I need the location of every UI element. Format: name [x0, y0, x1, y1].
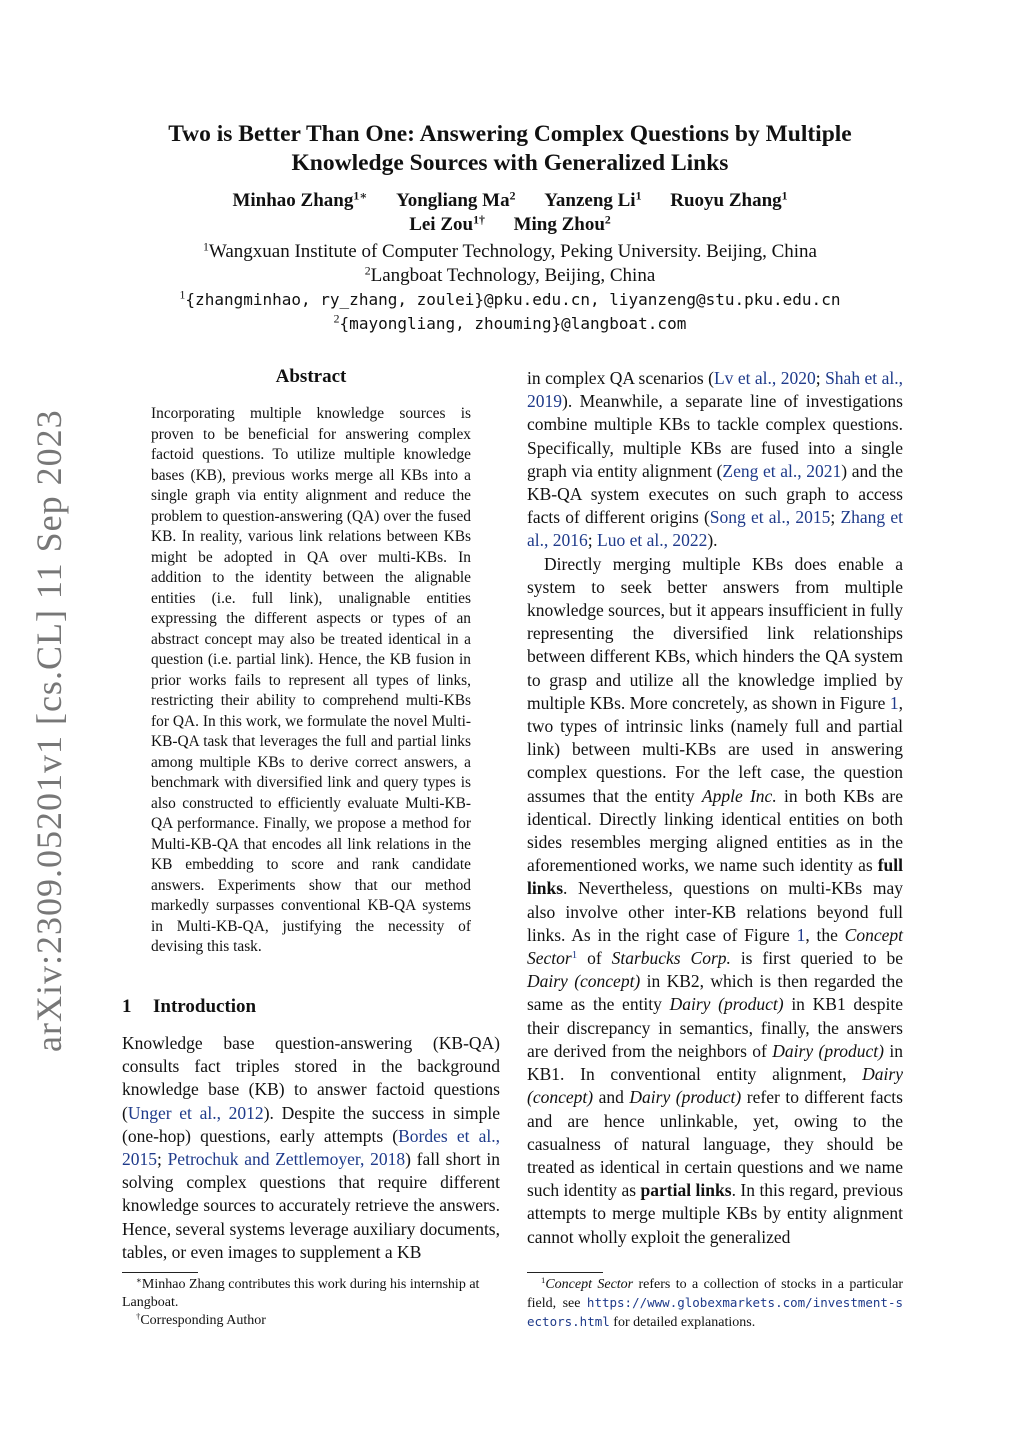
footnote: ∗Minhao Zhang contributes this work during his internship at Langboat. — [122, 1275, 480, 1310]
footnotes-left — [122, 1276, 500, 1330]
author: Ruoyu Zhang$^1$ — [670, 189, 788, 211]
figure-link[interactable]: 1 — [889, 692, 899, 713]
author: Yongliang Ma$^2$ — [396, 189, 516, 211]
footnote-rule — [122, 1272, 198, 1273]
figure-link[interactable]: 1 — [796, 924, 806, 945]
citation-link[interactable]: Lv et al., 2020 — [713, 368, 816, 388]
affiliation: $^1$Wangxuan Institute of Computer Technology, Peking University. Beijing, China — [203, 240, 817, 262]
intro-paragraph: Knowledge base question-answering (KB-QA) consults fact triples stored in the background knowledge base (KB) to answer factoid questions (Unger et al., 2012). Despite the success in simple (one-hop) questions, early attempts (Bordes et al., 2015; Petrochuk and Zettlemoyer, 2018) fall short in solving complex questions that require different knowledge sources to accurately retrieve the answers. Hence, several systems leverage auxiliary documents, tables, or even images to supplement a KB — [122, 1033, 500, 1262]
author-list — [110, 189, 910, 237]
paper-title — [110, 120, 910, 178]
citation-link[interactable]: Zhang et al., 2016 — [527, 507, 903, 551]
footnotes-right — [527, 1276, 903, 1332]
intro-paragraph: Directly merging multiple KBs does enable a system to seek better answers from multiple knowledge sources, but it appears insufficient in fully representing the diversified link relationships between different KBs, which hinders the QA system to grasp and utilize all the knowledge implied by multiple KBs. More concretely, as shown in Figure 1, two types of intrinsic links (namely full and partial link) between multi-KBs are used in answering complex questions. For the left case, the question assumes that the entity Apple Inc. in both KBs are identical. Directly linking identical entities on both sides resembles merging aligned entities as in the aforementioned works, we name such identity as full links. Nevertheless, questions on multi-KBs may also involve other inter-KB relations beyond full links. As in the right case of Figure 1, the Concept Sector$^1$ of Starbucks Corp. is first queried to be Dairy (concept) in KB2, which is then regarded the same as the entity Dairy (product) in KB1 despite their discrepancy in semantics, finally, the answers are derived from the neighbors of Dairy (product) in KB1. In conventional entity alignment, Dairy (concept) and Dairy (product) refer to different facts and are hence unlinkable, yet, owing to the casualness of natural language, they should be treated as identical in certain questions and we name such identity as partial links. In this regard, previous attempts to merge multiple KBs by entity alignment cannot wholly exploit the generalized — [527, 553, 904, 1247]
right-column — [527, 367, 903, 1249]
author: Lei Zou$^{1\dagger}$ — [409, 213, 485, 235]
abstract-heading: Abstract — [275, 366, 347, 387]
section-heading: 1 Introduction — [122, 996, 257, 1017]
citation-link[interactable]: Bordes et al., 2015 — [122, 1125, 500, 1170]
email-line: $^2${mayongliang, zhouming}@langboat.com — [333, 312, 687, 333]
footnote-rule — [527, 1272, 603, 1273]
citation-link[interactable]: Unger et al., 2012 — [127, 1102, 264, 1123]
citation-link[interactable]: Shah et al., 2019 — [527, 368, 903, 412]
footnote: †Corresponding Author — [136, 1311, 266, 1328]
arxiv-stamp: arXiv:2309.05201v1 [cs.CL] 11 Sep 2023 — [29, 409, 69, 1052]
author: Minhao Zhang$^{1∗}$ — [232, 189, 368, 211]
affiliations — [110, 240, 910, 336]
abstract-body: Incorporating multiple knowledge sources is proven to be beneficial for answering complex factoid questions. To utilize multiple knowledge bases (KB), previous works merge all KBs into a single graph via entity alignment and reduce the problem to question-answering (QA) over the fused KB. In reality, various link relations between KBs might be adopted in QA over multi-KBs. In addition to the identity between the alignable entities (i.e. full link), unalignable entities expressing the different aspects or types of an abstract concept may also be treated identical in a question (i.e. partial link). Hence, the KB fusion in prior works fails to represent all types of links, restricting their ability to comprehend multi-KBs for QA. In this work, we formulate the novel Multi-KB-QA task that leverages the full and partial links among multiple KBs to derive correct answers, a benchmark with diversified link and query types is also constructed to efficiently evaluate Multi-KB-QA performance. Finally, we propose a method for Multi-KB-QA that encodes all link relations in the KB embedding to score and rank candidate answers. Experiments show that our method markedly surpasses conventional KB-QA systems in Multi-KB-QA, justifying the necessity of devising this task. — [151, 405, 471, 955]
citation-link[interactable]: Petrochuk and Zettlemoyer, 2018 — [167, 1149, 406, 1170]
footnote-link[interactable]: 1 — [571, 949, 578, 962]
title-line-2: Knowledge Sources with Generalized Links — [291, 150, 729, 176]
title-line-1: Two is Better Than One: Answering Complex Questions by Multiple — [168, 121, 852, 147]
citation-link[interactable]: Zeng et al., 2021 — [722, 460, 842, 481]
citation-link[interactable]: Song et al., 2015 — [709, 507, 831, 528]
citation-link[interactable]: Luo et al., 2022 — [597, 530, 708, 551]
email-line: $^1${zhangminhao, ry_zhang, zoulei}@pku.edu.cn, liyanzeng@stu.pku.edu.cn — [179, 288, 841, 309]
author: Yanzeng Li$^1$ — [544, 189, 642, 211]
footnote: $^1$Concept Sector refers to a collection of stocks in a particular field, see https://www.globexmarkets.com/investment-sectors.html for detailed explanations. — [527, 1275, 903, 1330]
affiliation: $^2$Langboat Technology, Beijing, China — [364, 264, 656, 286]
author: Ming Zhou$^2$ — [513, 213, 611, 235]
intro-paragraph: in complex QA scenarios (Lv et al., 2020; Shah et al., 2019). Meanwhile, a separate line of investigations combine multiple KBs to tackle complex questions. Specifically, multiple KBs are fused into a single graph via entity alignment (Zeng et al., 2021) and the KB-QA system executes on such graph to access facts of different origins (Song et al., 2015; Zhang et al., 2016; Luo et al., 2022). — [527, 368, 903, 551]
footnote-url-link[interactable]: https://www.globexmarkets.com/investment-sectors.html — [527, 1295, 903, 1329]
